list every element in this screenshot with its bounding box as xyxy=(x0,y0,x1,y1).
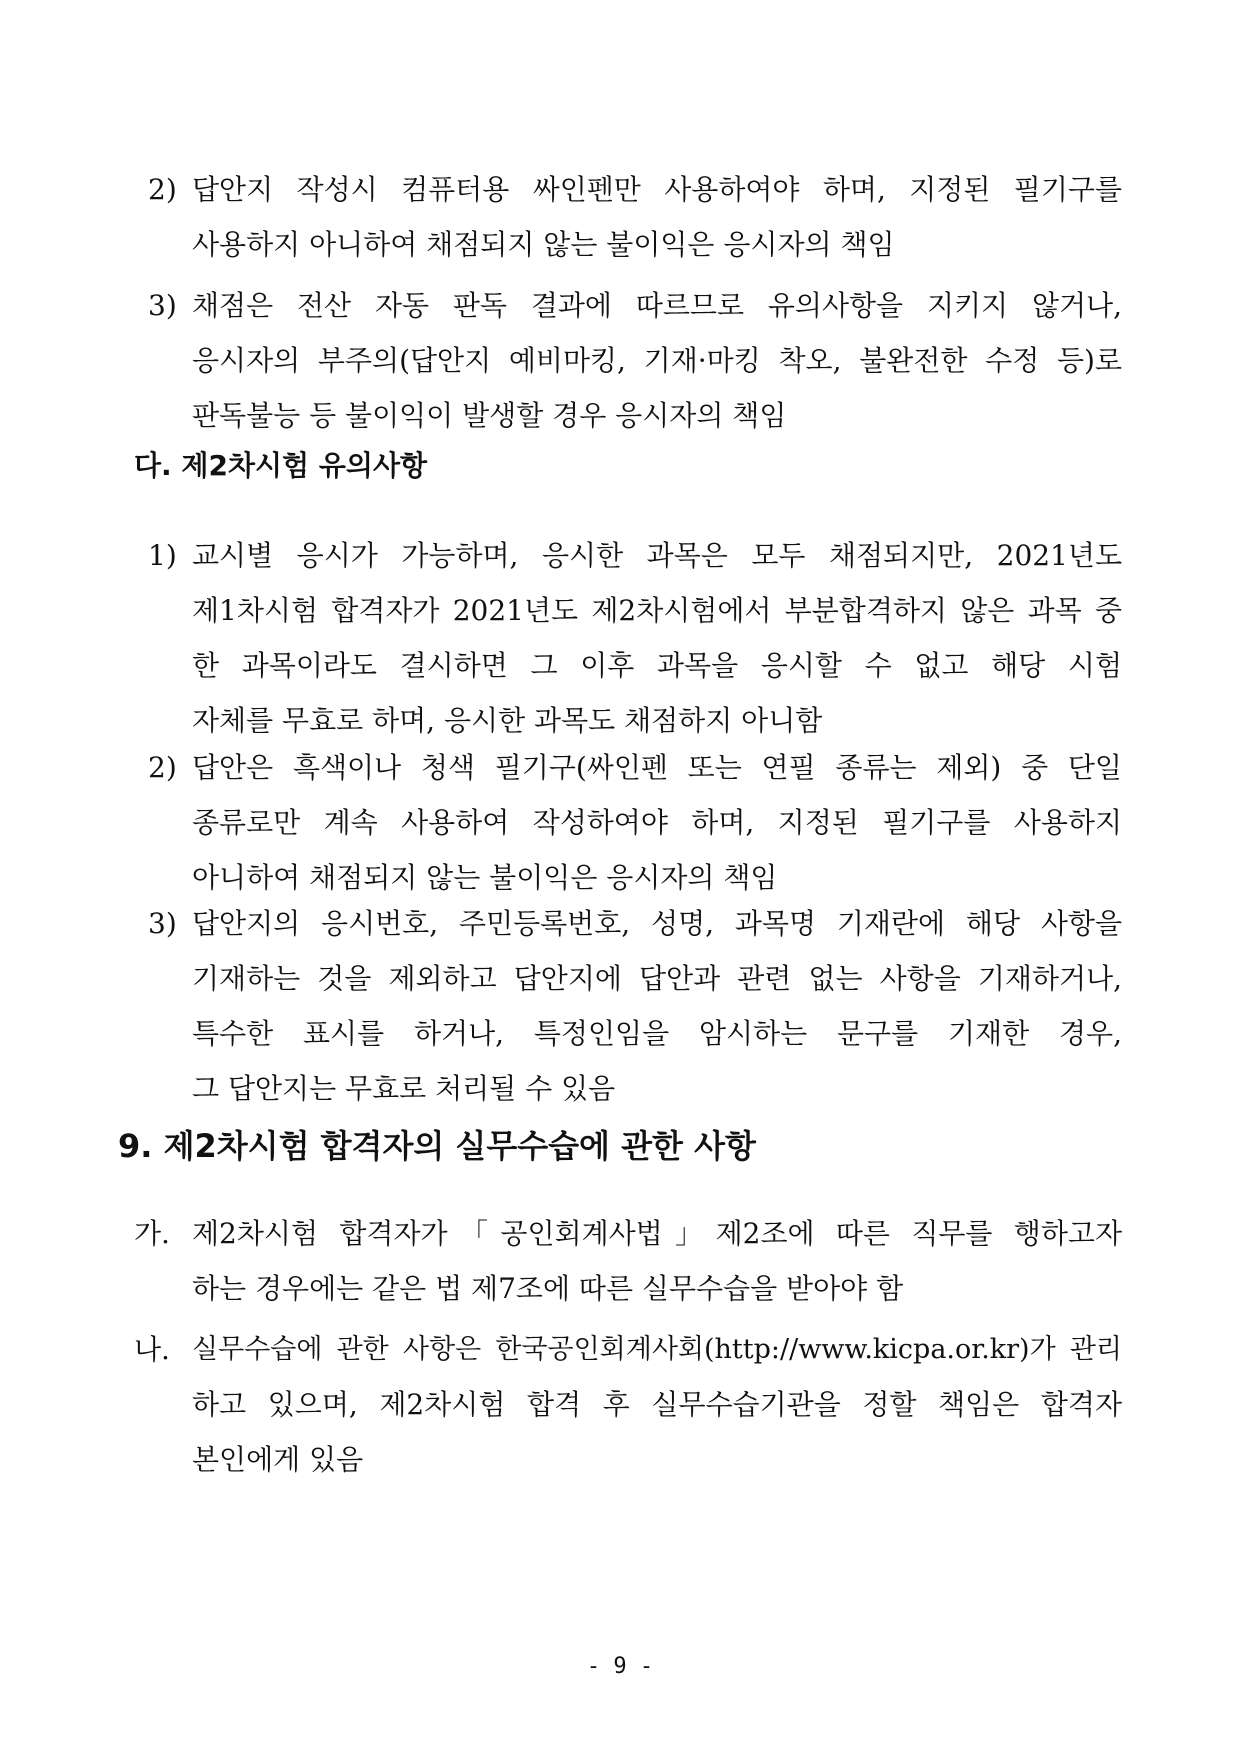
text-line: 하는 경우에는 같은 법 제7조에 따른 실무수습을 받아야 함 xyxy=(192,1272,904,1305)
item-text xyxy=(192,278,1122,443)
item-number: 2) xyxy=(148,751,177,784)
item-text xyxy=(192,162,1122,272)
item-number: 나. xyxy=(134,1333,170,1366)
text-line: 하고 있으며, 제2차시험 합격 후 실무수습기관을 정할 책임은 합격자 xyxy=(192,1388,1122,1421)
item-number: 1) xyxy=(148,539,177,572)
list-item xyxy=(148,896,1122,1116)
text-line: 제1차시험 합격자가 2021년도 제2차시험에서 부분합격하지 않은 과목 중 xyxy=(192,594,1122,627)
text-line: 응시자의 부주의(답안지 예비마킹, 기재·마킹 착오, 불완전한 수정 등)로 xyxy=(192,344,1122,377)
page-number: - 9 - xyxy=(586,1654,654,1679)
item-text xyxy=(192,1322,1122,1487)
text-line: 실무수습에 관한 사항은 한국공인회계사회(http://www.kicpa.or.kr)가 관리 xyxy=(192,1334,1122,1365)
text-line: 한 과목이라도 결시하면 그 이후 과목을 응시할 수 없고 해당 시험 xyxy=(192,649,1122,682)
text-line: 제2차시험 합격자가「공인회계사법」제2조에 따른 직무를 행하고자 xyxy=(192,1217,1122,1250)
text-line: 자체를 무효로 하며, 응시한 과목도 채점하지 아니함 xyxy=(192,704,823,737)
list-item xyxy=(148,162,1122,272)
item-text xyxy=(192,740,1122,905)
list-item xyxy=(134,1322,1122,1487)
text-line: 종류로만 계속 사용하여 작성하여야 하며, 지정된 필기구를 사용하지 xyxy=(192,806,1122,839)
item-text xyxy=(192,896,1122,1116)
item-text xyxy=(192,1206,1122,1316)
text-line: 본인에게 있음 xyxy=(192,1443,364,1476)
text-line: 채점은 전산 자동 판독 결과에 따르므로 유의사항을 지키지 않거나, xyxy=(192,289,1122,322)
text-line: 아니하여 채점되지 않는 불이익은 응시자의 책임 xyxy=(192,861,778,894)
text-line: 그 답안지는 무효로 처리될 수 있음 xyxy=(192,1072,616,1105)
item-number: 2) xyxy=(148,173,177,206)
text-line: 기재하는 것을 제외하고 답안지에 답안과 관련 없는 사항을 기재하거나, xyxy=(192,962,1122,995)
text-line: 판독불능 등 불이익이 발생할 경우 응시자의 책임 xyxy=(192,399,787,432)
text-line: 답안지의 응시번호, 주민등록번호, 성명, 과목명 기재란에 해당 사항을 xyxy=(192,907,1122,940)
section-heading: 9. 제2차시험 합격자의 실무수습에 관한 사항 xyxy=(118,1127,756,1165)
text-line: 특수한 표시를 하거나, 특정인임을 암시하는 문구를 기재한 경우, xyxy=(192,1017,1122,1050)
item-number: 3) xyxy=(148,289,177,322)
text-line: 답안지 작성시 컴퓨터용 싸인펜만 사용하여야 하며, 지정된 필기구를 xyxy=(192,173,1122,206)
item-text xyxy=(192,528,1122,748)
list-item xyxy=(148,278,1122,443)
list-item xyxy=(148,528,1122,748)
text-line: 교시별 응시가 가능하며, 응시한 과목은 모두 채점되지만, 2021년도 xyxy=(192,539,1122,572)
item-number: 3) xyxy=(148,907,177,940)
list-item xyxy=(148,740,1122,905)
list-item xyxy=(134,1206,1122,1316)
item-number: 가. xyxy=(134,1217,170,1250)
text-line: 사용하지 아니하여 채점되지 않는 불이익은 응시자의 책임 xyxy=(192,228,895,261)
subsection-heading: 다. 제2차시험 유의사항 xyxy=(134,449,428,482)
text-line: 답안은 흑색이나 청색 필기구(싸인펜 또는 연필 종류는 제외) 중 단일 xyxy=(192,751,1122,784)
